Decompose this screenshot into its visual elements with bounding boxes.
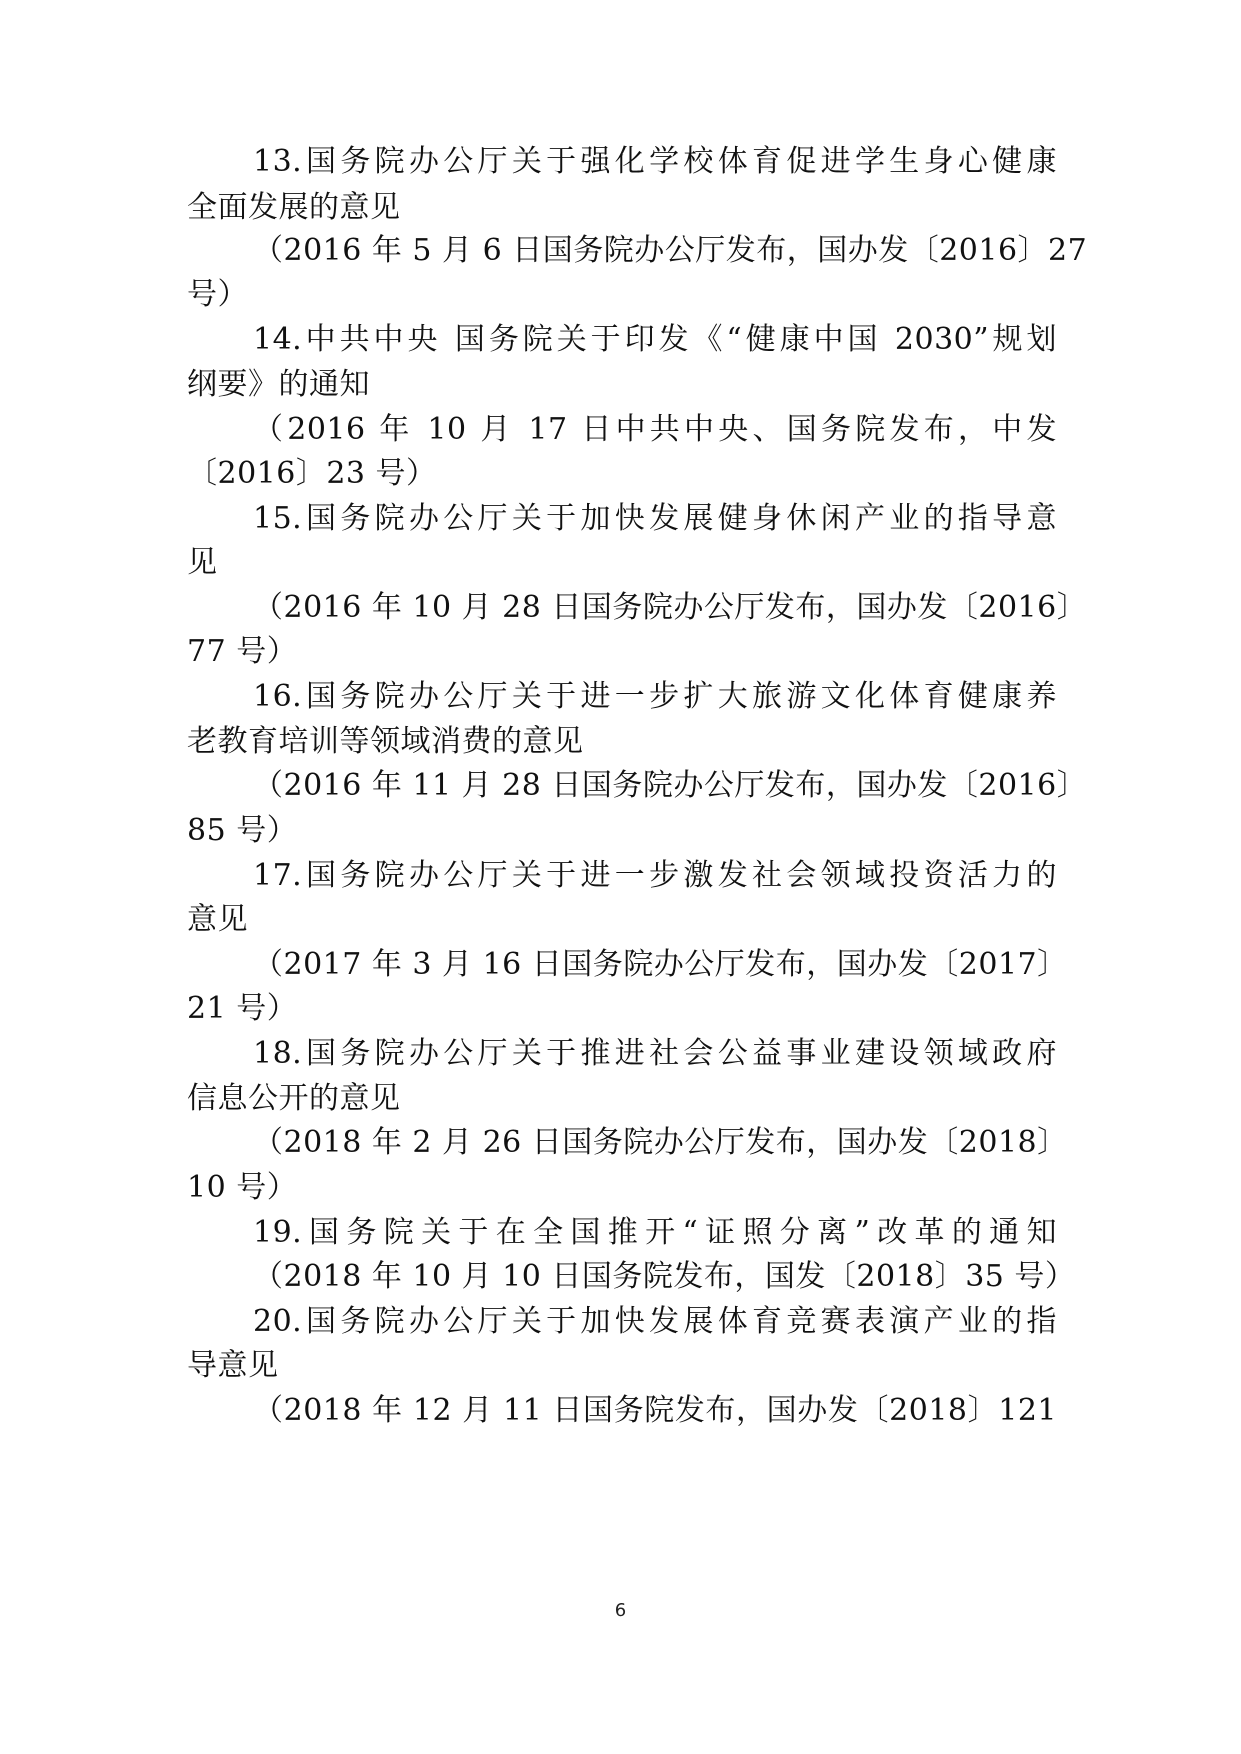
page-number: 6 bbox=[614, 1600, 627, 1621]
item-15-source-line-1: （2016 年 10 月 28 日国务院办公厅发布，国办发〔2016〕 bbox=[253, 590, 1088, 625]
item-15-title-line-2: 见 bbox=[187, 545, 218, 580]
item-20-source-line-1: （2018 年 12 月 11 日国务院发布，国办发〔2018〕121 bbox=[253, 1393, 1057, 1428]
item-17-source-line-1: （2017 年 3 月 16 日国务院办公厅发布，国办发〔2017〕 bbox=[253, 947, 1068, 982]
item-16-source-line-2: 85 号） bbox=[187, 813, 298, 848]
item-17-source-line-2: 21 号） bbox=[187, 991, 298, 1026]
item-19-source-line-1: （2018 年 10 月 10 日国务院发布，国发〔2018〕35 号） bbox=[253, 1259, 1076, 1294]
item-14-source-line-1: （2016 年 10 月 17 日中共中央、国务院发布，中发 bbox=[253, 412, 1057, 447]
item-13-source-line-1: （2016 年 5 月 6 日国务院办公厅发布，国办发〔2016〕27 bbox=[253, 233, 1088, 268]
item-17-title-line-1: 17.国务院办公厅关于进一步激发社会领域投资活力的 bbox=[253, 858, 1057, 893]
item-16-title-line-1: 16.国务院办公厅关于进一步扩大旅游文化体育健康养 bbox=[253, 679, 1057, 714]
item-13-title-line-2: 全面发展的意见 bbox=[187, 190, 401, 225]
item-18-title-line-2: 信息公开的意见 bbox=[187, 1081, 401, 1116]
item-15-source-line-2: 77 号） bbox=[187, 634, 298, 669]
item-16-title-line-2: 老教育培训等领域消费的意见 bbox=[187, 724, 584, 759]
item-13-title-line-1: 13.国务院办公厅关于强化学校体育促进学生身心健康 bbox=[253, 144, 1057, 179]
item-18-title-line-1: 18.国务院办公厅关于推进社会公益事业建设领域政府 bbox=[253, 1036, 1057, 1071]
item-17-title-line-2: 意见 bbox=[187, 902, 248, 937]
item-14-title-line-1: 14.中共中央 国务院关于印发《“健康中国 2030”规划 bbox=[253, 322, 1057, 357]
item-19-title-line-1: 19.国务院关于在全国推开“证照分离”改革的通知 bbox=[253, 1215, 1057, 1250]
item-20-title-line-2: 导意见 bbox=[187, 1348, 279, 1383]
item-13-source-line-2: 号） bbox=[187, 277, 248, 312]
item-14-source-line-2: 〔2016〕23 号） bbox=[187, 456, 437, 491]
item-14-title-line-2: 纲要》的通知 bbox=[187, 367, 370, 402]
item-15-title-line-1: 15.国务院办公厅关于加快发展健身休闲产业的指导意 bbox=[253, 501, 1057, 536]
item-16-source-line-1: （2016 年 11 月 28 日国务院办公厅发布，国办发〔2016〕 bbox=[253, 768, 1088, 803]
item-20-title-line-1: 20.国务院办公厅关于加快发展体育竞赛表演产业的指 bbox=[253, 1304, 1057, 1339]
item-18-source-line-2: 10 号） bbox=[187, 1170, 298, 1205]
item-18-source-line-1: （2018 年 2 月 26 日国务院办公厅发布，国办发〔2018〕 bbox=[253, 1125, 1068, 1160]
